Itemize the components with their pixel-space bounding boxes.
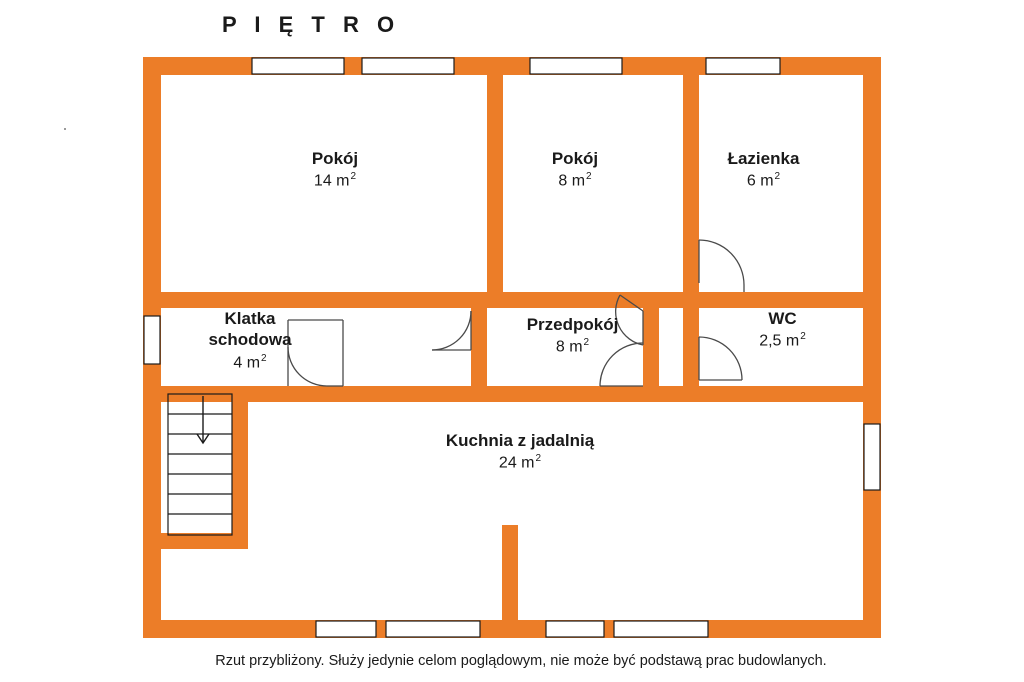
walls — [143, 57, 881, 638]
room-area: 6 $m^2$ — [746, 171, 781, 190]
stairs-direction-arrow — [197, 396, 209, 443]
doors — [288, 240, 744, 386]
room-area: 4 $m^2$ — [233, 352, 267, 371]
room-name: Pokój — [311, 149, 359, 168]
room-name: Łazienka — [727, 149, 800, 168]
room-area: 8 $m^2$ — [555, 337, 590, 356]
room-name: Przedpokój — [526, 315, 619, 334]
room-name-line2: schodowa — [208, 330, 292, 350]
room-name: Kuchnia z jadalnią — [445, 431, 595, 450]
room-name-line1: Klatka — [224, 309, 276, 328]
room-area: 24 $m^2$ — [498, 453, 542, 472]
room-area: 14 $m^2$ — [313, 171, 357, 190]
stairs — [168, 394, 232, 535]
room-area: 8 $m^2$ — [558, 171, 592, 190]
room-area: 2,5 $m^2$ — [759, 331, 806, 350]
room-name: Pokój — [551, 149, 599, 168]
page-title: P I Ę T R O — [222, 12, 401, 37]
disclaimer-text: Rzut przybliżony. Służy jedynie celom poglądowym, nie może być podstawą prac budowlanych. — [215, 653, 827, 669]
room-name: WC — [768, 309, 797, 328]
